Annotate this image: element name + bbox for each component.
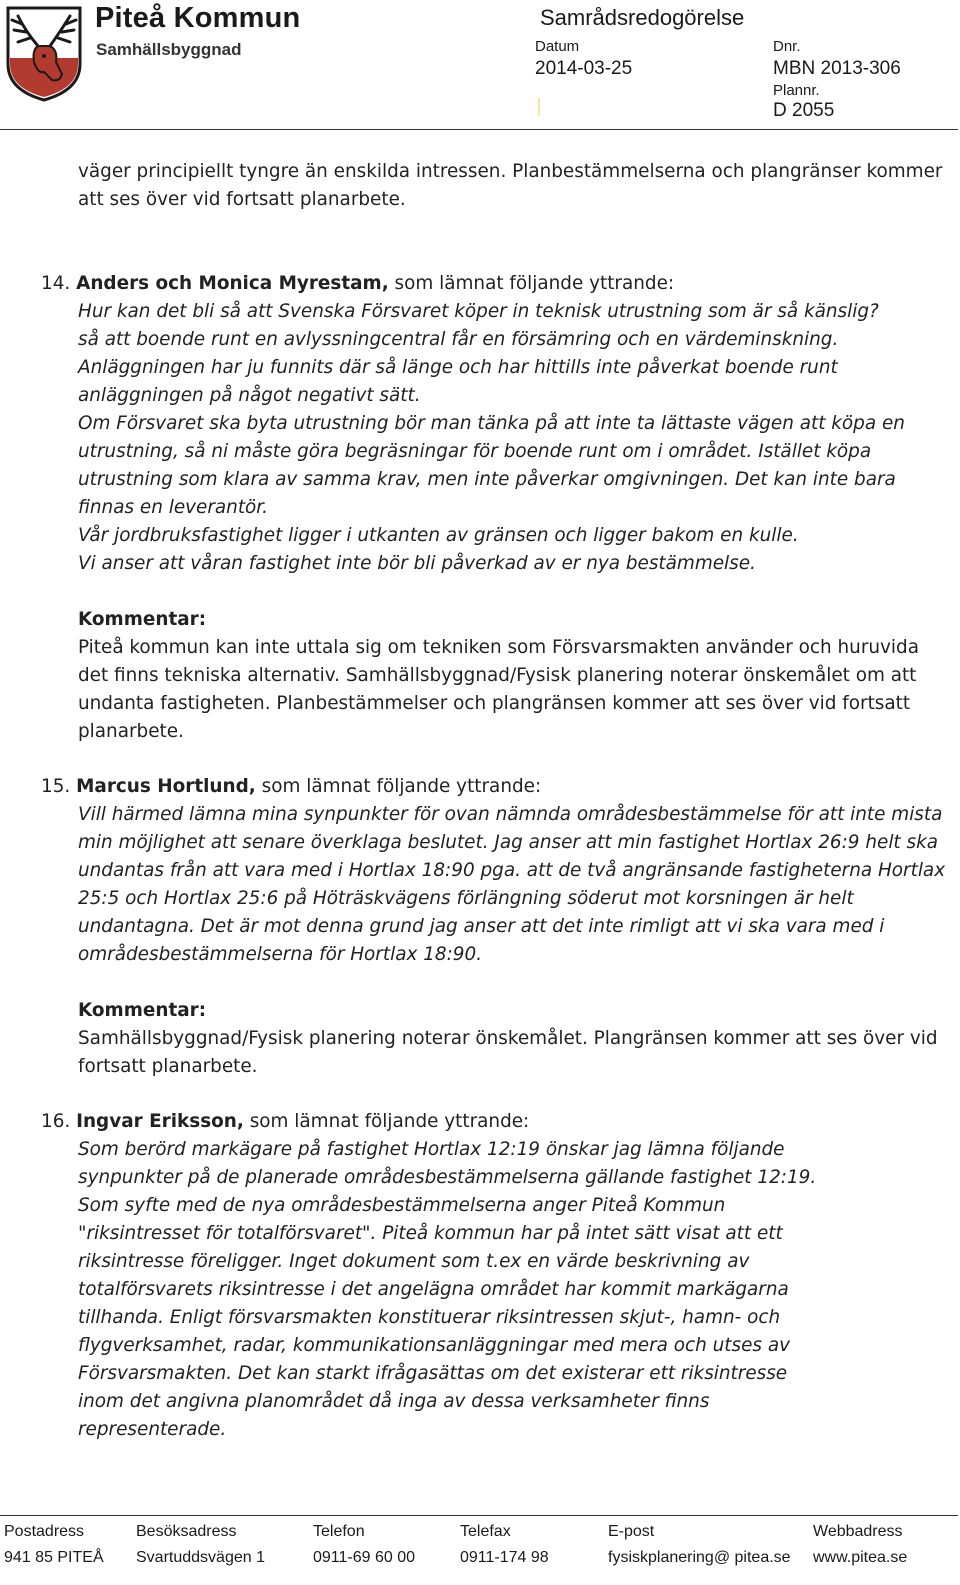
statement-line: Vår jordbruksfastighet ligger i utkanten av gränsen och ligger bakom en kulle. bbox=[78, 525, 799, 546]
entry-lead: som lämnat följande yttrande: bbox=[243, 1111, 530, 1132]
entry-heading bbox=[41, 270, 674, 298]
statement-line: flygverksamhet, radar, kommunikationsanläggningar med mera och utses av bbox=[78, 1335, 790, 1356]
plannr-value: D 2055 bbox=[773, 100, 835, 121]
statement-line: så att boende runt en avlyssningcentral får en försämring och en värdeminskning. bbox=[78, 329, 839, 350]
footer-label-telefon: Telefon bbox=[313, 1523, 365, 1540]
comment-line: fortsatt planarbete. bbox=[78, 1056, 258, 1077]
header-marker bbox=[538, 98, 540, 116]
statement-line: representerade. bbox=[78, 1419, 227, 1440]
footer-label-epost: E-post bbox=[608, 1523, 655, 1540]
footer-value-postadress: 941 85 PITEÅ bbox=[4, 1549, 104, 1566]
statement-line: Vill härmed lämna mina synpunkter för ovan nämnda områdesbestämmelse för att inte mista bbox=[78, 804, 943, 825]
comment-line: undanta fastigheten. Planbestämmelser och plangränsen kommer att ses över vid fortsatt bbox=[78, 693, 911, 714]
statement-line: Försvarsmakten. Det kan starkt ifrågasättas om det existerar ett riksintresse bbox=[78, 1363, 788, 1384]
comment-line: Piteå kommun kan inte uttala sig om tekniken som Försvarsmakten använder och huruvida bbox=[78, 637, 919, 658]
footer-value-webbadress[interactable]: www.pitea.se bbox=[813, 1549, 908, 1566]
statement-line: Som berörd markägare på fastighet Hortlax 12:19 önskar jag lämna följande bbox=[78, 1139, 785, 1160]
statement-line: Om Försvaret ska byta utrustning bör man tänka på att inte ta lättaste vägen att köpa en bbox=[78, 413, 905, 434]
footer-value-telefon: 0911-69 60 00 bbox=[313, 1549, 416, 1566]
entry-number: 16. bbox=[41, 1111, 71, 1132]
statement-line: finnas en leverantör. bbox=[78, 497, 268, 518]
comment-line: det finns tekniska alternativ. Samhällsbyggnad/Fysisk planering noterar önskemålet om att bbox=[78, 665, 917, 686]
entry-number: 15. bbox=[41, 776, 71, 797]
statement-line: totalförsvarets riksintresse i det angelägna området har kommit markägarna bbox=[78, 1279, 789, 1300]
statement-line: synpunkter på de planerade områdesbestämmelserna gällande fastighet 12:19. bbox=[78, 1167, 817, 1188]
entry-name: Anders och Monica Myrestam, bbox=[76, 273, 389, 294]
footer-value-telefax: 0911-174 98 bbox=[460, 1549, 549, 1566]
dnr-value: MBN 2013-306 bbox=[773, 58, 901, 79]
statement-line: utrustning, så ni måste göra begräsningar för boende runt om i området. Istället köpa bbox=[78, 441, 872, 462]
statement-line: undantagna. Det är mot denna grund jag anser att det inte rimligt att vi ska vara med i bbox=[78, 916, 885, 937]
date-value: 2014-03-25 bbox=[535, 58, 633, 79]
dnr-label: Dnr. bbox=[773, 38, 801, 55]
statement-line: Anläggningen har ju funnits där så länge och har hittills inte påverkat boende runt bbox=[78, 357, 838, 378]
footer-value-epost[interactable]: fysiskplanering@ pitea.se bbox=[608, 1549, 791, 1566]
comment-label: Kommentar: bbox=[78, 609, 207, 630]
comment-label: Kommentar: bbox=[78, 1000, 207, 1021]
entry-lead: som lämnat följande yttrande: bbox=[255, 776, 542, 797]
statement-line: tillhanda. Enligt försvarsmakten konstituerar riksintressen skjut-, hamn- och bbox=[78, 1307, 781, 1328]
entry-name: Ingvar Eriksson, bbox=[76, 1111, 244, 1132]
plannr-label: Plannr. bbox=[773, 82, 820, 99]
entry-lead: som lämnat följande yttrande: bbox=[388, 273, 675, 294]
footer-label-besoksadress: Besöksadress bbox=[136, 1523, 237, 1540]
statement-line: Hur kan det bli så att Svenska Försvaret köper in teknisk utrustning som är så känslig? bbox=[78, 301, 879, 322]
document-title: Samrådsredogörelse bbox=[540, 5, 745, 30]
statement-line: inom det angivna planområdet då inga av dessa verksamheter finns bbox=[78, 1391, 710, 1412]
comment-line: Samhällsbyggnad/Fysisk planering noterar önskemålet. Plangränsen kommer att ses över vid bbox=[78, 1028, 938, 1049]
footer-value-besoksadress: Svartuddsvägen 1 bbox=[136, 1549, 265, 1566]
footer-label-postadress: Postadress bbox=[4, 1523, 85, 1540]
statement-line: Vi anser att våran fastighet inte bör bli påverkad av er nya bestämmelse. bbox=[78, 553, 756, 574]
intro-line: att ses över vid fortsatt planarbete. bbox=[78, 189, 406, 210]
org-department: Samhällsbyggnad bbox=[96, 40, 242, 59]
intro-line: väger principiellt tyngre än enskilda intressen. Planbestämmelserna och plangränser kommer bbox=[78, 161, 943, 182]
statement-line: undantas från att vara med i Hortlax 18:90 pga. att de två angränsande fastigheterna Hortlax bbox=[78, 860, 946, 881]
header-divider bbox=[0, 129, 958, 130]
statement-line: "riksintresset för totalförsvaret". Piteå kommun har på intet sätt visat att ett bbox=[78, 1223, 783, 1244]
statement-line: anläggningen på något negativt sätt. bbox=[78, 385, 421, 406]
statement-line: 25:5 och Hortlax 25:6 på Höträskvägens förlängning söderut mot korsningen är helt bbox=[78, 888, 854, 909]
footer-label-telefax: Telefax bbox=[460, 1523, 511, 1540]
footer-divider bbox=[0, 1515, 958, 1516]
entry-heading bbox=[41, 1108, 529, 1136]
org-name: Piteå Kommun bbox=[95, 2, 301, 34]
statement-line: riksintresse föreligger. Inget dokument som t.ex en värde beskrivning av bbox=[78, 1251, 750, 1272]
footer-label-webbadress: Webbadress bbox=[813, 1523, 903, 1540]
statement-line: utrustning som klara av samma krav, men inte påverkar omgivningen. Det kan inte bara bbox=[78, 469, 896, 490]
entry-name: Marcus Hortlund, bbox=[76, 776, 256, 797]
entry-number: 14. bbox=[41, 273, 71, 294]
comment-line: planarbete. bbox=[78, 721, 184, 742]
statement-line: Som syfte med de nya områdesbestämmelserna anger Piteå Kommun bbox=[78, 1195, 726, 1216]
statement-line: min möjlighet att senare överklaga beslutet. Jag anser att min fastighet Hortlax 26:9 helt ska bbox=[78, 832, 938, 853]
date-label: Datum bbox=[535, 38, 580, 55]
entry-heading bbox=[41, 773, 541, 801]
statement-line: områdesbestämmelserna för Hortlax 18:90. bbox=[78, 944, 483, 965]
document-header bbox=[0, 0, 960, 132]
reindeer-crest-icon bbox=[4, 2, 84, 102]
